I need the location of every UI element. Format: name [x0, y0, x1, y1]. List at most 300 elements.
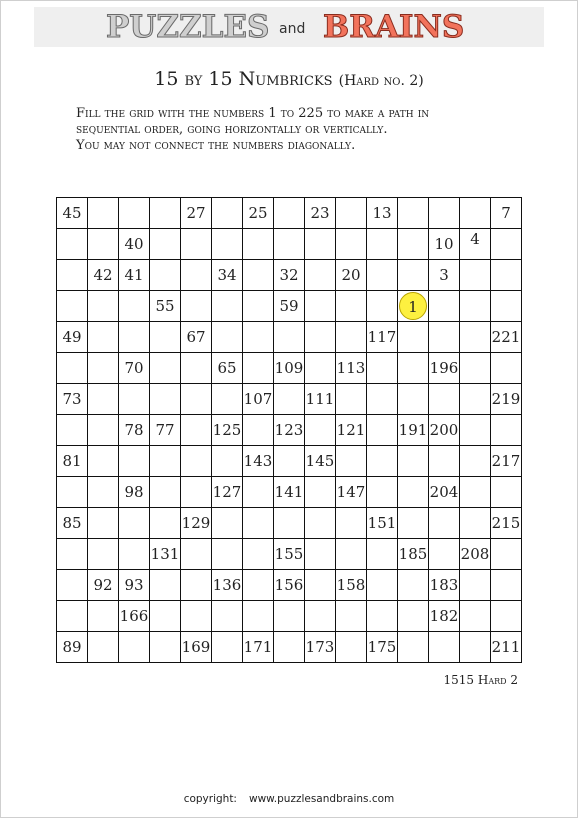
given-number: 147 — [336, 483, 366, 501]
grid-cell[interactable] — [181, 198, 212, 229]
given-number: 111 — [305, 390, 335, 408]
grid-cell[interactable] — [274, 353, 305, 384]
grid-cell[interactable] — [367, 229, 398, 260]
grid-cell[interactable] — [367, 570, 398, 601]
grid-cell[interactable] — [398, 446, 429, 477]
grid-cell[interactable] — [57, 291, 88, 322]
given-number: 156 — [274, 576, 304, 594]
grid-cell[interactable] — [336, 477, 367, 508]
grid-row — [57, 477, 522, 508]
given-number: 45 — [62, 204, 82, 222]
grid-cell[interactable] — [212, 198, 243, 229]
instruction-line: You may not connect the numbers diagonally. — [76, 138, 356, 153]
grid-cell[interactable] — [57, 198, 88, 229]
grid-cell[interactable] — [150, 229, 181, 260]
given-number: 107 — [243, 390, 273, 408]
grid-cell[interactable] — [460, 632, 491, 663]
grid-cell[interactable] — [212, 384, 243, 415]
puzzle-code: 1515 Hard 2 — [443, 673, 518, 687]
grid-cell[interactable] — [491, 477, 522, 508]
given-number: 123 — [274, 421, 304, 439]
grid-cell[interactable] — [491, 322, 522, 353]
given-number: 191 — [398, 421, 428, 439]
grid-cell[interactable] — [274, 322, 305, 353]
grid-cell[interactable] — [460, 539, 491, 570]
grid-cell[interactable] — [429, 446, 460, 477]
grid-cell[interactable] — [429, 384, 460, 415]
grid-cell[interactable] — [274, 477, 305, 508]
grid-cell[interactable] — [243, 229, 274, 260]
grid-cell[interactable] — [212, 229, 243, 260]
given-number: 141 — [274, 483, 304, 501]
grid-cell[interactable] — [429, 260, 460, 291]
given-number: 109 — [274, 359, 304, 377]
start-number-circle: 1 — [399, 292, 427, 320]
given-number: 185 — [398, 545, 428, 563]
grid-cell[interactable] — [88, 260, 119, 291]
given-number: 20 — [341, 266, 361, 284]
grid-cell[interactable] — [398, 198, 429, 229]
given-number: 41 — [124, 266, 144, 284]
grid-cell[interactable] — [212, 322, 243, 353]
grid-cell[interactable] — [429, 539, 460, 570]
given-number: 4 — [470, 230, 480, 248]
grid-cell[interactable] — [212, 601, 243, 632]
grid-cell[interactable] — [491, 384, 522, 415]
grid-cell[interactable] — [491, 198, 522, 229]
grid-cell[interactable] — [88, 508, 119, 539]
grid-cell[interactable] — [367, 415, 398, 446]
grid-cell[interactable] — [57, 415, 88, 446]
grid-row — [57, 384, 522, 415]
given-number: 113 — [336, 359, 366, 377]
grid-cell[interactable] — [305, 601, 336, 632]
grid-cell[interactable] — [88, 291, 119, 322]
grid-cell[interactable] — [398, 632, 429, 663]
grid-cell[interactable] — [491, 260, 522, 291]
grid-cell[interactable] — [150, 198, 181, 229]
grid-cell[interactable] — [150, 477, 181, 508]
given-number: 98 — [124, 483, 144, 501]
grid-cell[interactable] — [57, 322, 88, 353]
grid-cell[interactable] — [88, 415, 119, 446]
grid-cell[interactable] — [429, 322, 460, 353]
grid-cell[interactable] — [243, 291, 274, 322]
grid-cell[interactable] — [88, 570, 119, 601]
grid-cell[interactable] — [212, 446, 243, 477]
grid-cell[interactable] — [429, 229, 460, 260]
given-number: 219 — [491, 390, 521, 408]
grid-cell[interactable] — [460, 446, 491, 477]
grid-cell[interactable] — [181, 260, 212, 291]
grid-cell[interactable] — [429, 291, 460, 322]
grid-cell[interactable] — [119, 539, 150, 570]
grid-cell[interactable] — [119, 291, 150, 322]
grid-cell[interactable] — [88, 198, 119, 229]
grid-row — [57, 446, 522, 477]
grid-cell[interactable] — [88, 477, 119, 508]
grid-cell[interactable] — [181, 322, 212, 353]
grid-cell[interactable] — [398, 570, 429, 601]
grid-cell[interactable] — [305, 632, 336, 663]
grid-cell[interactable] — [367, 384, 398, 415]
grid-row — [57, 508, 522, 539]
grid-cell[interactable] — [305, 229, 336, 260]
given-number: 121 — [336, 421, 366, 439]
grid-cell[interactable] — [305, 539, 336, 570]
grid-cell[interactable] — [119, 198, 150, 229]
grid-cell[interactable] — [398, 260, 429, 291]
grid-cell[interactable] — [57, 601, 88, 632]
grid-cell[interactable] — [119, 322, 150, 353]
grid-cell[interactable] — [429, 477, 460, 508]
given-number: 13 — [372, 204, 392, 222]
grid-cell[interactable] — [491, 570, 522, 601]
grid-cell[interactable] — [274, 632, 305, 663]
grid-cell[interactable] — [150, 260, 181, 291]
grid-cell[interactable] — [119, 446, 150, 477]
logo-brains: BRAINS — [323, 9, 465, 45]
grid-cell[interactable] — [181, 384, 212, 415]
grid-cell[interactable] — [212, 415, 243, 446]
grid-cell[interactable] — [57, 229, 88, 260]
given-number: 117 — [367, 328, 397, 346]
grid-cell[interactable] — [336, 322, 367, 353]
grid-cell[interactable] — [305, 477, 336, 508]
given-number: 175 — [367, 638, 397, 656]
grid-cell[interactable] — [274, 291, 305, 322]
grid-cell[interactable] — [88, 446, 119, 477]
grid-row — [57, 260, 522, 291]
grid-cell[interactable] — [336, 260, 367, 291]
grid-cell[interactable] — [57, 632, 88, 663]
given-number: 25 — [248, 204, 268, 222]
grid-cell[interactable] — [398, 539, 429, 570]
grid-cell[interactable] — [181, 477, 212, 508]
grid-cell[interactable] — [367, 198, 398, 229]
grid-row — [57, 601, 522, 632]
grid-cell[interactable] — [274, 198, 305, 229]
grid-cell[interactable] — [460, 322, 491, 353]
grid-cell[interactable] — [336, 415, 367, 446]
given-number: 211 — [491, 638, 521, 656]
grid-cell[interactable] — [398, 229, 429, 260]
grid-cell[interactable] — [274, 229, 305, 260]
grid-cell[interactable] — [367, 446, 398, 477]
grid-cell[interactable] — [336, 384, 367, 415]
grid-cell[interactable] — [119, 570, 150, 601]
grid-cell[interactable] — [398, 291, 429, 322]
grid-cell[interactable] — [274, 415, 305, 446]
grid-row — [57, 198, 522, 229]
grid-cell[interactable] — [119, 601, 150, 632]
grid-cell[interactable] — [429, 198, 460, 229]
grid-cell[interactable] — [57, 570, 88, 601]
given-number: 166 — [119, 607, 149, 625]
grid-cell[interactable] — [491, 291, 522, 322]
numbricks-grid — [56, 197, 522, 663]
grid-row — [57, 539, 522, 570]
grid-cell[interactable] — [274, 539, 305, 570]
grid-cell[interactable] — [181, 539, 212, 570]
grid-cell[interactable] — [243, 539, 274, 570]
given-number: 196 — [429, 359, 459, 377]
grid-cell[interactable] — [119, 260, 150, 291]
given-number: 129 — [181, 514, 211, 532]
grid-cell[interactable] — [119, 353, 150, 384]
grid-cell[interactable] — [181, 570, 212, 601]
grid-cell[interactable] — [150, 384, 181, 415]
grid-cell[interactable] — [367, 353, 398, 384]
grid-cell[interactable] — [181, 508, 212, 539]
grid-cell[interactable] — [150, 508, 181, 539]
grid-cell[interactable] — [429, 353, 460, 384]
grid-cell[interactable] — [243, 632, 274, 663]
copyright-line — [0, 793, 578, 805]
grid-cell[interactable] — [274, 384, 305, 415]
grid-cell[interactable] — [274, 601, 305, 632]
given-number: 217 — [491, 452, 521, 470]
given-number: 27 — [186, 204, 206, 222]
grid-cell[interactable] — [398, 322, 429, 353]
grid-cell[interactable] — [429, 508, 460, 539]
grid-cell[interactable] — [57, 477, 88, 508]
grid-cell[interactable] — [336, 291, 367, 322]
grid-cell[interactable] — [243, 322, 274, 353]
grid-cell[interactable] — [305, 353, 336, 384]
grid-cell[interactable] — [460, 415, 491, 446]
grid-cell[interactable] — [367, 539, 398, 570]
grid-cell[interactable] — [181, 229, 212, 260]
grid-cell[interactable] — [460, 198, 491, 229]
grid-cell[interactable] — [398, 601, 429, 632]
grid-cell[interactable] — [57, 446, 88, 477]
given-number: 73 — [62, 390, 82, 408]
grid-cell[interactable] — [57, 353, 88, 384]
given-number: 155 — [274, 545, 304, 563]
grid-cell[interactable] — [460, 570, 491, 601]
grid-row — [57, 322, 522, 353]
grid-cell[interactable] — [88, 322, 119, 353]
grid-cell[interactable] — [274, 508, 305, 539]
grid-cell[interactable] — [429, 632, 460, 663]
grid-cell[interactable] — [367, 291, 398, 322]
grid-cell[interactable] — [88, 384, 119, 415]
grid-cell[interactable] — [398, 384, 429, 415]
grid-cell[interactable] — [150, 446, 181, 477]
grid-cell[interactable] — [336, 198, 367, 229]
grid-cell[interactable] — [336, 601, 367, 632]
grid-cell[interactable] — [460, 229, 491, 260]
grid-cell[interactable] — [150, 322, 181, 353]
given-number: 221 — [491, 328, 521, 346]
grid-cell[interactable] — [88, 632, 119, 663]
grid-cell[interactable] — [460, 477, 491, 508]
grid-cell[interactable] — [212, 508, 243, 539]
grid-cell[interactable] — [367, 601, 398, 632]
grid-cell[interactable] — [460, 291, 491, 322]
given-number: 204 — [429, 483, 459, 501]
grid-cell[interactable] — [57, 539, 88, 570]
grid-cell[interactable] — [212, 539, 243, 570]
grid-cell[interactable] — [212, 570, 243, 601]
grid-cell[interactable] — [305, 508, 336, 539]
grid-cell[interactable] — [460, 384, 491, 415]
grid-row — [57, 415, 522, 446]
grid-cell[interactable] — [460, 601, 491, 632]
grid-cell[interactable] — [491, 539, 522, 570]
instructions — [76, 106, 556, 154]
grid-cell[interactable] — [212, 477, 243, 508]
grid-cell[interactable] — [336, 353, 367, 384]
grid-cell[interactable] — [274, 260, 305, 291]
grid-cell[interactable] — [57, 260, 88, 291]
grid-cell[interactable] — [305, 384, 336, 415]
grid-cell[interactable] — [491, 601, 522, 632]
grid-cell[interactable] — [336, 508, 367, 539]
grid-cell[interactable] — [243, 415, 274, 446]
grid-cell[interactable] — [119, 229, 150, 260]
grid-cell[interactable] — [336, 539, 367, 570]
grid-cell[interactable] — [305, 446, 336, 477]
grid-row — [57, 632, 522, 663]
given-number: 92 — [93, 576, 113, 594]
given-number: 171 — [243, 638, 273, 656]
given-number: 143 — [243, 452, 273, 470]
instruction-line: Fill the grid with the numbers 1 to 225 to make a path in — [76, 106, 430, 121]
grid-cell[interactable] — [212, 353, 243, 384]
grid-cell[interactable] — [243, 446, 274, 477]
grid-cell[interactable] — [150, 291, 181, 322]
grid-cell[interactable] — [305, 322, 336, 353]
grid-cell[interactable] — [367, 260, 398, 291]
grid-cell[interactable] — [181, 415, 212, 446]
grid-cell[interactable] — [57, 508, 88, 539]
grid-cell[interactable] — [398, 477, 429, 508]
grid-cell[interactable] — [305, 415, 336, 446]
grid-row — [57, 353, 522, 384]
grid-cell[interactable] — [491, 508, 522, 539]
grid-cell[interactable] — [119, 632, 150, 663]
grid-cell[interactable] — [367, 508, 398, 539]
grid-cell[interactable] — [181, 291, 212, 322]
given-number: 151 — [367, 514, 397, 532]
grid-cell[interactable] — [150, 415, 181, 446]
grid-cell[interactable] — [150, 601, 181, 632]
given-number: 208 — [460, 545, 490, 563]
given-number: 158 — [336, 576, 366, 594]
grid-cell[interactable] — [243, 384, 274, 415]
grid-cell[interactable] — [305, 291, 336, 322]
grid-cell[interactable] — [460, 508, 491, 539]
given-number: 23 — [310, 204, 330, 222]
grid-cell[interactable] — [119, 415, 150, 446]
given-number: 93 — [124, 576, 144, 594]
grid-cell[interactable] — [398, 415, 429, 446]
grid-cell[interactable] — [429, 415, 460, 446]
given-number: 77 — [155, 421, 175, 439]
copyright-site[interactable]: www.puzzlesandbrains.com — [248, 793, 395, 805]
grid-cell[interactable] — [181, 446, 212, 477]
grid-cell[interactable] — [336, 632, 367, 663]
grid-cell[interactable] — [243, 508, 274, 539]
grid-cell[interactable] — [367, 477, 398, 508]
grid-cell[interactable] — [491, 632, 522, 663]
grid-cell[interactable] — [398, 353, 429, 384]
grid-cell[interactable] — [460, 260, 491, 291]
given-number: 3 — [439, 266, 449, 284]
given-number: 200 — [429, 421, 459, 439]
grid-cell[interactable] — [243, 198, 274, 229]
logo-puzzles: PUZZLES — [106, 9, 270, 45]
grid-cell[interactable] — [243, 353, 274, 384]
grid-cell[interactable] — [150, 632, 181, 663]
grid-cell[interactable] — [119, 508, 150, 539]
grid-cell[interactable] — [336, 229, 367, 260]
grid-cell[interactable] — [305, 570, 336, 601]
grid-cell[interactable] — [243, 260, 274, 291]
grid-cell[interactable] — [491, 415, 522, 446]
grid-cell[interactable] — [491, 229, 522, 260]
grid-cell[interactable] — [243, 570, 274, 601]
grid-cell[interactable] — [367, 632, 398, 663]
grid-cell[interactable] — [88, 353, 119, 384]
grid-cell[interactable] — [88, 229, 119, 260]
grid-cell[interactable] — [460, 353, 491, 384]
grid-cell[interactable] — [212, 260, 243, 291]
grid-cell[interactable] — [150, 539, 181, 570]
given-number: 85 — [62, 514, 82, 532]
grid-cell[interactable] — [336, 570, 367, 601]
grid-cell[interactable] — [181, 353, 212, 384]
grid-cell[interactable] — [57, 384, 88, 415]
given-number: 136 — [212, 576, 242, 594]
grid-cell[interactable] — [119, 384, 150, 415]
given-number: 49 — [62, 328, 82, 346]
title-sub: (Hard no. 2) — [338, 73, 424, 89]
grid-cell[interactable] — [398, 508, 429, 539]
grid-cell[interactable] — [181, 601, 212, 632]
given-number: 40 — [124, 235, 144, 253]
grid-cell[interactable] — [429, 601, 460, 632]
grid-cell[interactable] — [88, 601, 119, 632]
given-number: 32 — [279, 266, 299, 284]
given-number: 127 — [212, 483, 242, 501]
grid-cell[interactable] — [429, 570, 460, 601]
grid-cell[interactable] — [212, 291, 243, 322]
grid-row — [57, 291, 522, 322]
grid-cell[interactable] — [305, 260, 336, 291]
grid-cell[interactable] — [243, 601, 274, 632]
grid-cell[interactable] — [212, 632, 243, 663]
grid-cell[interactable] — [491, 353, 522, 384]
grid-cell[interactable] — [181, 632, 212, 663]
grid-cell[interactable] — [150, 570, 181, 601]
given-number: 173 — [305, 638, 335, 656]
given-number: 78 — [124, 421, 144, 439]
grid-cell[interactable] — [491, 446, 522, 477]
grid-cell[interactable] — [119, 477, 150, 508]
grid-cell[interactable] — [305, 198, 336, 229]
grid-cell[interactable] — [367, 322, 398, 353]
grid-cell[interactable] — [274, 446, 305, 477]
grid-cell[interactable] — [88, 539, 119, 570]
grid-cell[interactable] — [150, 353, 181, 384]
grid-cell[interactable] — [243, 477, 274, 508]
grid-cell[interactable] — [336, 446, 367, 477]
grid-cell[interactable] — [274, 570, 305, 601]
given-number: 131 — [150, 545, 180, 563]
